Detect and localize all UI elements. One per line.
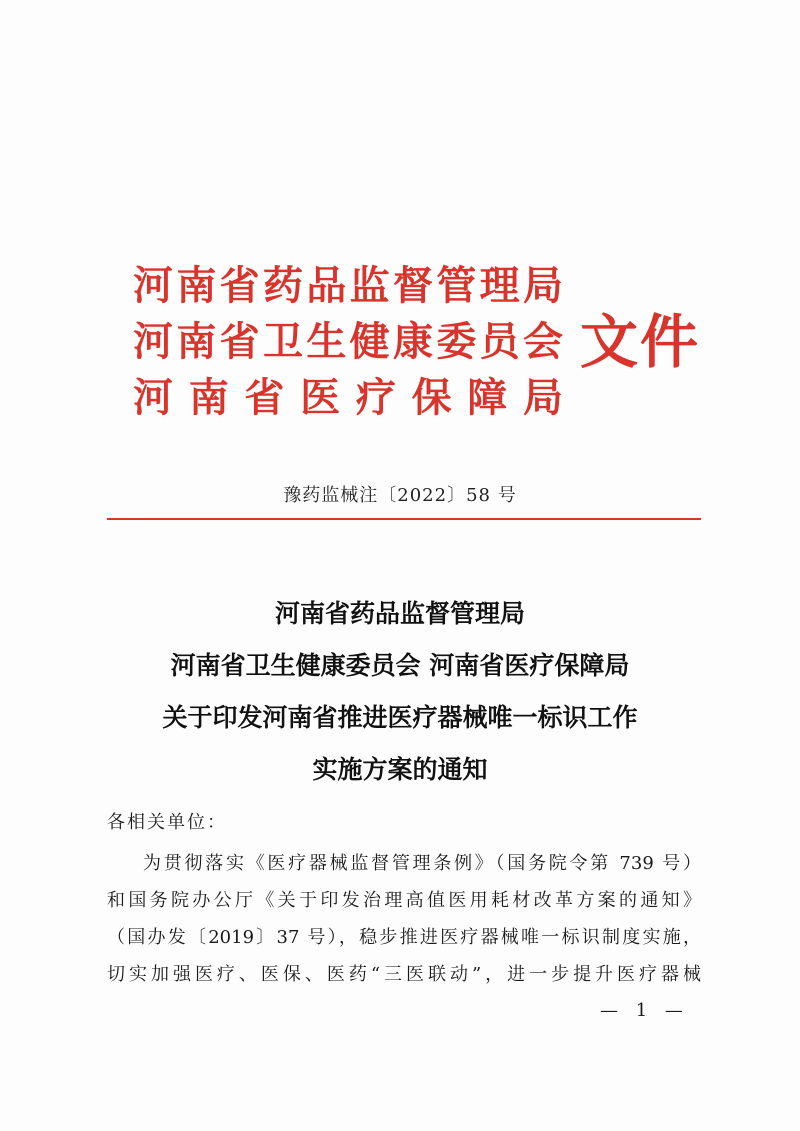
title-line: 河南省卫生健康委员会 河南省医疗保障局 — [170, 651, 630, 680]
title-line: 实施方案的通知 — [312, 755, 488, 784]
body-line: 和国务院办公厅《关于印发治理高值医用耗材改革方案的通知》 — [107, 890, 701, 911]
title-line: 河南省药品监督管理局 — [274, 599, 525, 628]
issuing-agencies — [133, 258, 563, 426]
issuer-drug-administration: 河南省药品监督管理局 — [133, 263, 563, 309]
red-divider — [107, 518, 701, 520]
body-line: 为贯彻落实《医疗器械监督管理条例》（国务院令第 739 号） — [143, 853, 701, 874]
page-number: — 1 — — [600, 1000, 689, 1021]
issuer-health-commission: 河南省卫生健康委员会 — [133, 319, 563, 365]
document-number: 豫药监械注〔2022〕58 号 — [283, 485, 517, 506]
body-line: 切实加强医疗、医保、医药“三医联动”，进一步提升医疗器械 — [107, 964, 701, 985]
salutation: 各相关单位： — [107, 812, 227, 833]
issuer-healthcare-security: 河南省医疗保障局 — [133, 375, 563, 421]
body-paragraph — [107, 845, 701, 993]
body-line: （国办发〔2019〕37 号），稳步推进医疗器械唯一标识制度实施， — [107, 927, 701, 948]
notice-title — [0, 588, 800, 796]
title-line: 关于印发河南省推进医疗器械唯一标识工作 — [162, 703, 638, 732]
document-suffix: 文件 — [580, 308, 701, 376]
